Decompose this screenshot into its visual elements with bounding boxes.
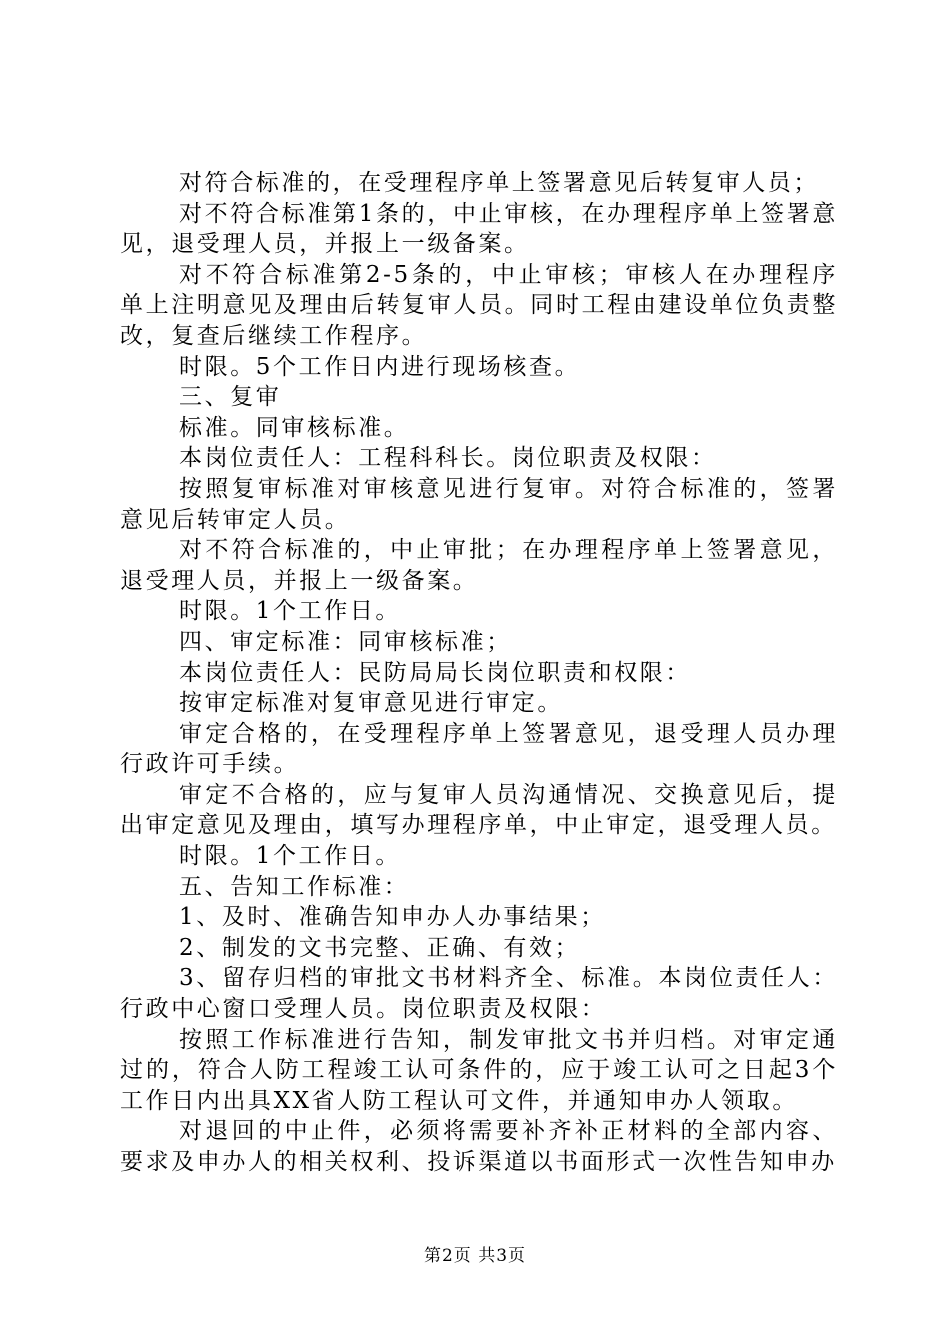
paragraph: 标准。同审核标准。	[179, 414, 410, 441]
paragraph: 按审定标准对复审意见进行审定。	[179, 690, 563, 717]
paragraph: 审定合格的，在受理程序单上签署意见，退受理人员办理行政许可手续。	[120, 720, 838, 778]
paragraph: 时限。5个工作日内进行现场核查。	[179, 353, 581, 380]
paragraph: 本岗位责任人：民防局局长岗位职责和权限：	[179, 659, 691, 686]
paragraph: 审定不合格的，应与复审人员沟通情况、交换意见后，提出审定意见及理由，填写办理程序单，中止审定，退受理人员。	[120, 781, 838, 839]
list-item: 3、留存归档的审批文书材料齐全、标准。本岗位责任人：行政中心窗口受理人员。岗位职责及权限：	[120, 965, 838, 1023]
paragraph: 对退回的中止件，必须将需要补齐补正材料的全部内容、要求及申办人的相关权利、投诉渠道以书面形式一次性告知申办	[120, 1118, 838, 1175]
list-item: 2、制发的文书完整、正确、有效；	[179, 934, 581, 961]
paragraph: 对符合标准的，在受理程序单上签署意见后转复审人员；	[179, 170, 819, 196]
section-heading: 三、复审	[179, 384, 282, 411]
paragraph: 按照复审标准对审核意见进行复审。对符合标准的，签署意见后转审定人员。	[120, 475, 838, 533]
paragraph: 按照工作标准进行告知，制发审批文书并归档。对审定通过的，符合人防工程竣工认可条件的，应于竣工认可之日起3个工作日内出具XX省人防工程认可文件，并通知申办人领取。	[120, 1026, 838, 1114]
paragraph: 时限。1个工作日。	[179, 843, 402, 870]
document-body	[120, 168, 838, 1178]
paragraph: 对不符合标准第2-5条的，中止审核；审核人在办理程序单上注明意见及理由后转复审人员。同时工程由建设单位负责整改，复查后继续工作程序。	[120, 261, 838, 349]
section-heading: 四、审定标准：同审核标准；	[179, 628, 512, 655]
section-heading: 五、告知工作标准：	[179, 873, 410, 900]
paragraph: 对不符合标准第1条的，中止审核，在办理程序单上签署意见，退受理人员，并报上一级备案。	[120, 200, 838, 258]
page-number: 第2页 共3页	[423, 1246, 527, 1266]
paragraph: 时限。1个工作日。	[179, 598, 402, 625]
page-footer	[0, 1244, 950, 1268]
paragraph: 对不符合标准的，中止审批；在办理程序单上签署意见，退受理人员，并报上一级备案。	[120, 537, 838, 594]
paragraph: 本岗位责任人：工程科科长。岗位职责及权限：	[179, 445, 717, 472]
list-item: 1、及时、准确告知申办人办事结果；	[179, 904, 606, 931]
